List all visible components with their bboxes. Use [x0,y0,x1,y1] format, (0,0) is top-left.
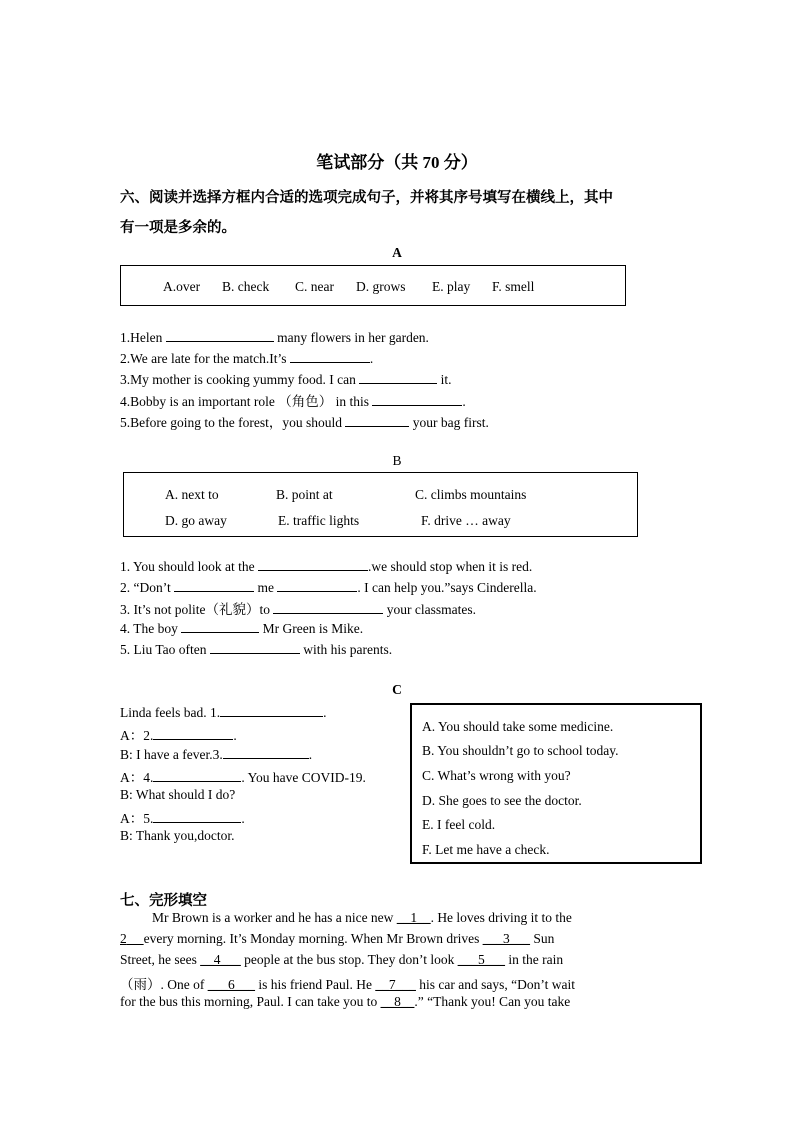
answer-blank[interactable] [258,557,368,571]
partC-option: F. Let me have a check. [422,842,550,857]
partA-label: A [392,245,402,260]
section6-heading-line1: 六、阅读并选择方框内合适的选项完成句子，并将其序号填写在横线上，其中 [120,190,613,206]
partA-question-5: 5.Before going to the forest，you should your bag first. [120,415,489,430]
dialogue-line: B: I have a fever.3. . [120,747,313,762]
cloze-line-3: Street, he sees __4___ people at the bus stop. They don’t look ___5___ in the rain [120,952,564,967]
partC-option: B. You shouldn’t go to school today. [422,743,619,758]
answer-blank[interactable] [223,745,309,759]
dialogue-line: A：4. . You have COVID-19. [120,770,366,785]
cloze-blank-5[interactable]: ___5___ [457,952,505,967]
cloze-blank-7[interactable]: __7___ [375,977,416,992]
answer-blank[interactable] [273,600,383,614]
partB-option: A. next to [165,487,219,502]
partC-option: A. You should take some medicine. [422,719,614,734]
cloze-blank-1[interactable]: __1__ [396,910,431,925]
dialogue-line: A：2. . [120,728,237,743]
partB-question-2: 2. “Don’t me . I can help you.”says Cinderella. [120,580,537,595]
partA-option: A.over [163,279,201,294]
dialogue-line: Linda feels bad. 1. . [120,705,327,720]
partB-options-box [123,472,638,537]
answer-blank[interactable] [153,809,241,823]
section6-heading-line2: 有一项是多余的。 [120,220,236,236]
partC-options-box [410,703,702,864]
partC-option: C. What’s wrong with you? [422,768,571,783]
page-title: 笔试部分（共 70 分） [316,153,478,172]
cloze-blank-6[interactable]: ___6___ [207,977,255,992]
answer-blank[interactable] [290,349,370,363]
partB-option: E. traffic lights [278,513,360,528]
answer-blank[interactable] [372,392,462,406]
partB-option: F. drive … away [421,513,511,528]
partA-option: D. grows [356,279,406,294]
partC-option: D. She goes to see the doctor. [422,793,582,808]
partB-option: C. climbs mountains [415,487,527,502]
dialogue-line: B: Thank you,doctor. [120,828,235,843]
cloze-line-2: 2 every morning. It’s Monday morning. When Mr Brown drives ___3___ Sun [120,931,555,946]
cloze-line-1: Mr Brown is a worker and he has a nice new __1__. He loves driving it to the [152,910,572,925]
partB-question-3: 3. It’s not polite（礼貌）to your classmates. [120,602,476,617]
dialogue-line: B: What should I do? [120,787,236,802]
partB-label: B [392,453,402,468]
partB-question-4: 4. The boy Mr Green is Mike. [120,621,364,636]
cloze-line-5: for the bus this morning, Paul. I can take you to __8__.” “Thank you! Can you take [120,994,571,1009]
answer-blank[interactable] [220,703,323,717]
partB-question-5: 5. Liu Tao often with his parents. [120,642,393,657]
partB-option: B. point at [276,487,333,502]
answer-blank[interactable] [166,328,274,342]
answer-blank[interactable] [210,640,300,654]
answer-blank[interactable] [153,726,233,740]
dialogue-line: A：5. . [120,811,245,826]
cloze-blank-8[interactable]: __8__ [380,994,415,1009]
partC-option: E. I feel cold. [422,817,496,832]
section7-heading: 七、完形填空 [120,893,207,909]
partA-option: F. smell [492,279,535,294]
partA-option: E. play [432,279,471,294]
answer-blank[interactable] [277,578,357,592]
partB-option: D. go away [165,513,227,528]
partA-question-1: 1.Helen many flowers in her garden. [120,330,429,345]
partA-question-3: 3.My mother is cooking yummy food. I can it. [120,372,452,387]
answer-blank[interactable] [174,578,254,592]
answer-blank[interactable] [153,768,241,782]
partA-option: C. near [295,279,334,294]
cloze-line-4: （雨）. One of ___6___ is his friend Paul. He __7___ his car and says, “Don’t wait [120,977,575,992]
cloze-blank-4[interactable]: __4___ [200,952,241,967]
cloze-blank-2[interactable]: 2 [120,931,127,946]
answer-blank[interactable] [181,619,259,633]
partA-question-4: 4.Bobby is an important role （角色） in this . [120,394,466,409]
partA-options-box [120,265,626,306]
partA-question-2: 2.We are late for the match.It’s . [120,351,374,366]
answer-blank[interactable] [345,413,409,427]
partC-label: C [392,682,402,697]
cloze-blank-3[interactable]: ___3___ [482,931,530,946]
answer-blank[interactable] [359,370,437,384]
partB-question-1: 1. You should look at the .we should stop when it is red. [120,559,533,574]
partA-option: B. check [222,279,270,294]
